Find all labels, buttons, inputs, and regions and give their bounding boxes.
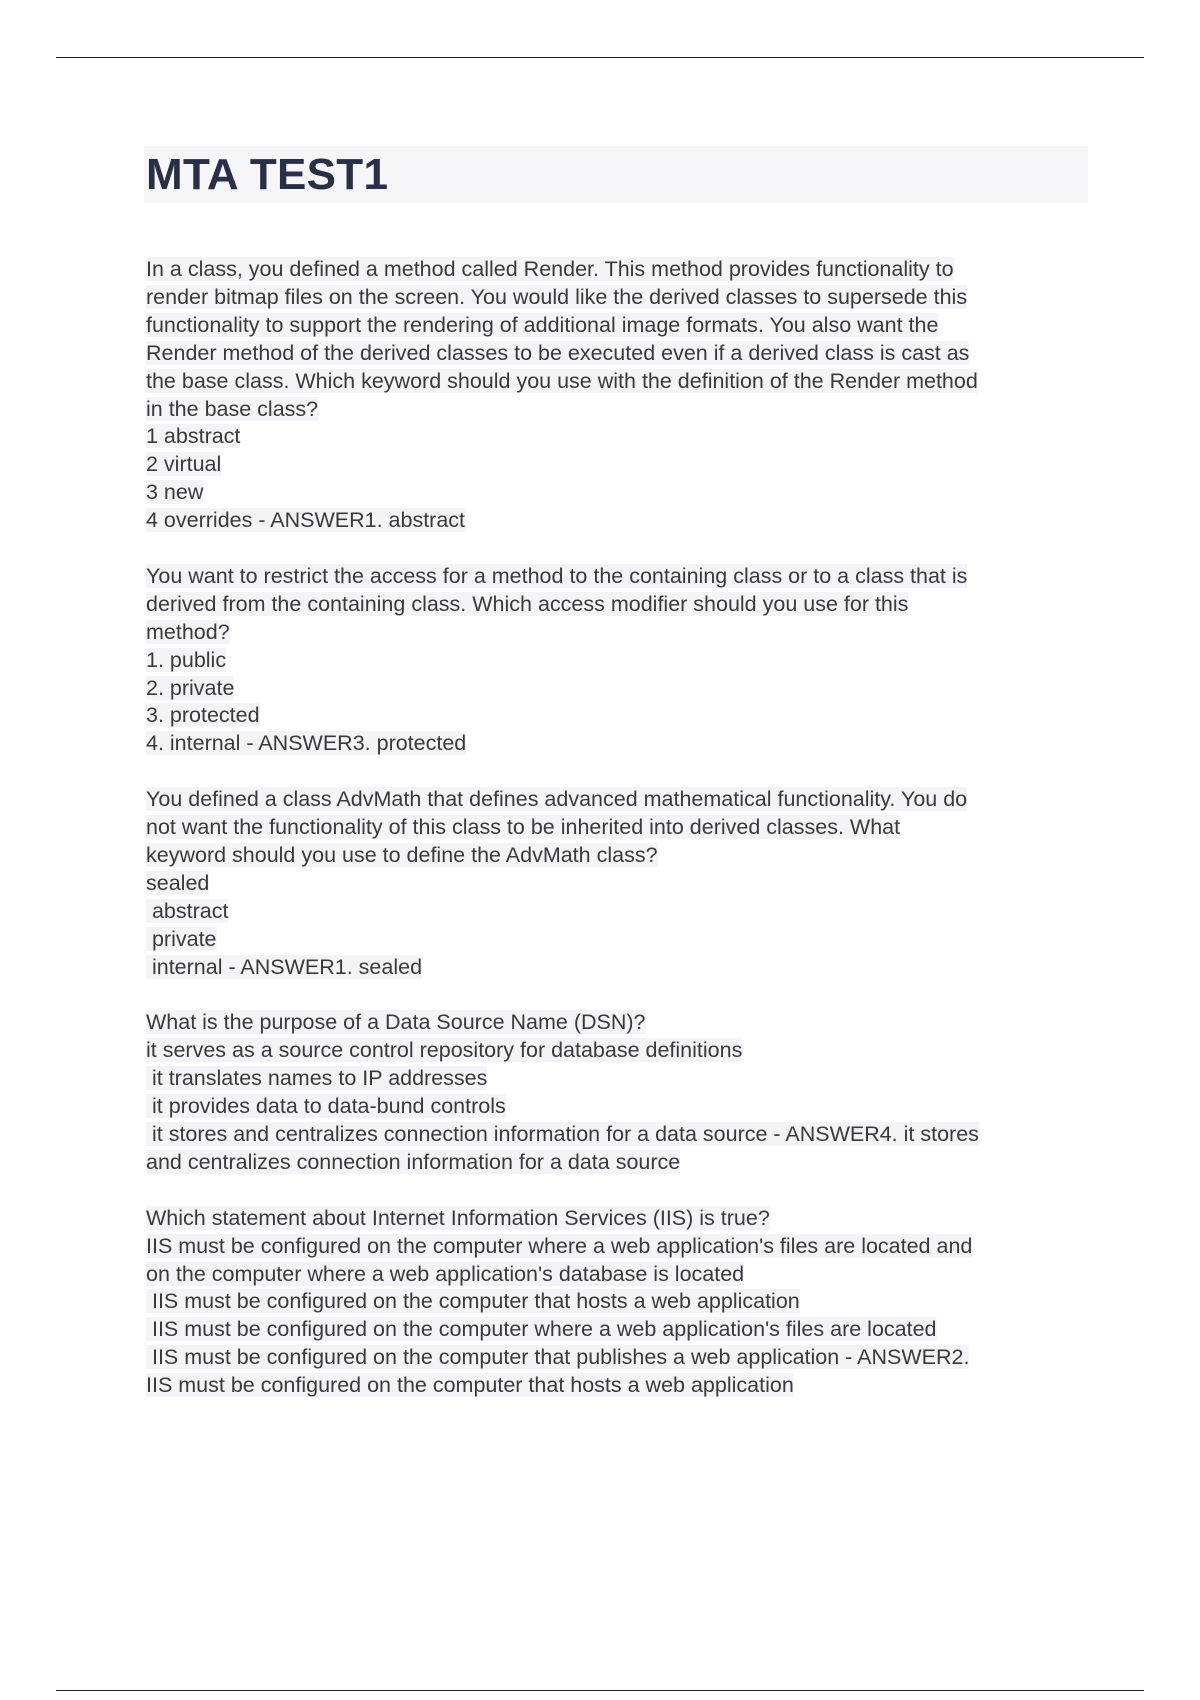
question-block-5 <box>146 1205 1096 1400</box>
text-line: derived from the containing class. Which access modifier should you use for this <box>146 591 909 616</box>
text-line: method? <box>146 619 230 644</box>
option-line: it serves as a source control repository for database definitions <box>146 1038 743 1063</box>
option-line: 2 virtual <box>146 452 222 477</box>
text-line: not want the functionality of this class to be inherited into derived classes. What <box>146 815 901 840</box>
answer-line: 4 overrides - ANSWER1. abstract <box>146 508 466 533</box>
question-block-1 <box>146 256 1096 535</box>
option-line: 1 abstract <box>146 424 241 449</box>
question-block-3 <box>146 786 1096 981</box>
option-line: it provides data to data-bund controls <box>146 1094 506 1119</box>
answer-line: it stores and centralizes connection information for a data source - ANSWER4. it stores <box>146 1122 979 1147</box>
text-line: Render method of the derived classes to be executed even if a derived class is cast as <box>146 340 970 365</box>
page-title: MTA TEST1 <box>146 150 389 199</box>
top-rule <box>56 57 1144 58</box>
option-line: IIS must be configured on the computer that hosts a web application <box>146 1289 800 1314</box>
answer-line: IIS must be configured on the computer that hosts a web application <box>146 1373 794 1398</box>
text-line: You want to restrict the access for a method to the containing class or to a class that is <box>146 563 968 588</box>
question-block-2 <box>146 563 1096 758</box>
option-line: 3. protected <box>146 703 260 728</box>
text-line: You defined a class AdvMath that defines advanced mathematical functionality. You do <box>146 787 968 812</box>
answer-line: IIS must be configured on the computer that publishes a web application - ANSWER2. <box>146 1345 970 1370</box>
option-line: 1. public <box>146 647 227 672</box>
option-line: on the computer where a web application's database is located <box>146 1261 745 1286</box>
answer-line: internal - ANSWER1. sealed <box>146 954 423 979</box>
option-line: it translates names to IP addresses <box>146 1066 488 1091</box>
option-line: IIS must be configured on the computer where a web application's files are located and <box>146 1233 973 1258</box>
question-list <box>146 256 1096 1428</box>
text-line: the base class. Which keyword should you use with the definition of the Render method <box>146 368 978 393</box>
bottom-rule <box>56 1690 1144 1691</box>
option-line: 2. private <box>146 675 235 700</box>
text-line: keyword should you use to define the AdvMath class? <box>146 843 658 867</box>
text-line: render bitmap files on the screen. You would like the derived classes to supersede this <box>146 284 968 309</box>
question-block-4 <box>146 1009 1096 1176</box>
option-line: private <box>146 926 217 951</box>
option-line: 3 new <box>146 480 204 505</box>
option-line: IIS must be configured on the computer where a web application's files are located <box>146 1317 937 1342</box>
text-line: What is the purpose of a Data Source Name (DSN)? <box>146 1010 646 1035</box>
text-line: in the base class? <box>146 396 319 421</box>
option-line: abstract <box>146 898 229 923</box>
text-line: In a class, you defined a method called Render. This method provides functionality to <box>146 257 954 281</box>
answer-line: and centralizes connection information for a data source <box>146 1149 681 1174</box>
option-line: sealed <box>146 870 210 895</box>
text-line: functionality to support the rendering of additional image formats. You also want the <box>146 312 939 337</box>
answer-line: 4. internal - ANSWER3. protected <box>146 731 467 756</box>
text-line: Which statement about Internet Information Services (IIS) is true? <box>146 1205 770 1230</box>
